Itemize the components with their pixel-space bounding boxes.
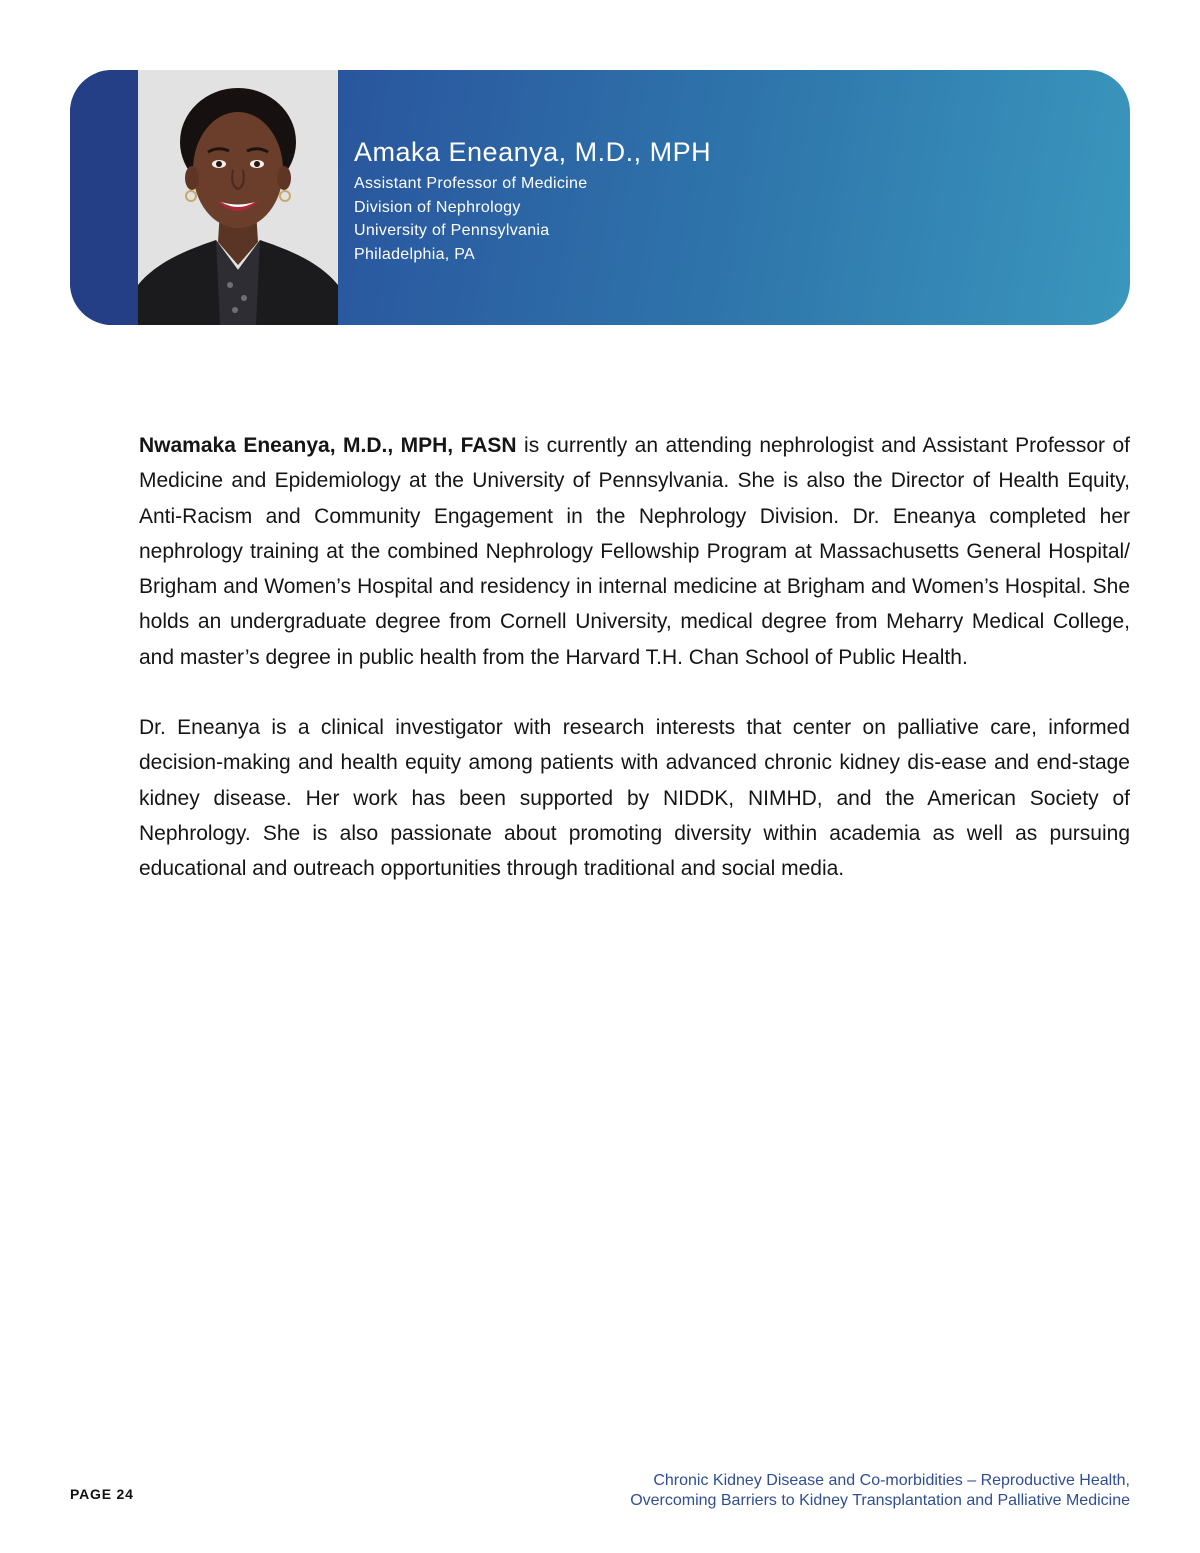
biography: [139, 428, 1130, 887]
page-number: PAGE 24: [70, 1486, 134, 1502]
bio-paragraph-2: Dr. Eneanya is a clinical investigator with research interests that center on palliative care, informed decision-making and health equity among patients with advanced chronic kidney dis-ease and end-stage kidney disease. Her work has been supported by NIDDK, NIMHD, and the American Society of Nephrology. She is also passionate about promoting diversity within academia as well as pursuing educational and outreach opportunities through traditional and social media.: [139, 716, 1130, 881]
bio-paragraph-1-text: is currently an attending nephrologist and Assistant Professor of Medicine and Epidemiology at the University of Pennsylvania. She is also the Director of Health Equity, Anti-Racism and Community Engagement in the Nephrology Division. Dr. Eneanya completed her nephrology training at the combined Nephrology Fellowship Program at Massachusetts General Hospital/ Brigham and Women’s Hospital and residency in internal medicine at Brigham and Women’s Hospital. She holds an undergraduate degree from Cornell University, medical degree from Meharry Medical College, and master’s degree in public health from the Harvard T.H. Chan School of Public Health.: [139, 434, 1131, 669]
portrait-illustration: [138, 70, 338, 325]
footer-title-line-2: Overcoming Barriers to Kidney Transplantation and Palliative Medicine: [630, 1492, 1130, 1509]
bio-full-name: Nwamaka Eneanya, M.D., MPH, FASN: [139, 434, 517, 457]
banner-left-band: [70, 70, 138, 325]
header-text: [354, 136, 711, 266]
portrait-photo: [138, 70, 338, 325]
speaker-division: Division of Nephrology: [354, 198, 521, 216]
footer-title-line-1: Chronic Kidney Disease and Co-morbidities – Reproductive Health,: [653, 1472, 1130, 1489]
speaker-title: Assistant Professor of Medicine: [354, 175, 588, 192]
bio-paragraph-1: [139, 428, 1130, 675]
speaker-institution: University of Pennsylvania: [354, 222, 550, 239]
speaker-name: Amaka Eneanya, M.D., MPH: [354, 137, 712, 167]
speaker-location: Philadelphia, PA: [354, 245, 476, 263]
header-banner: [70, 70, 1130, 325]
footer-title: [630, 1471, 1130, 1511]
